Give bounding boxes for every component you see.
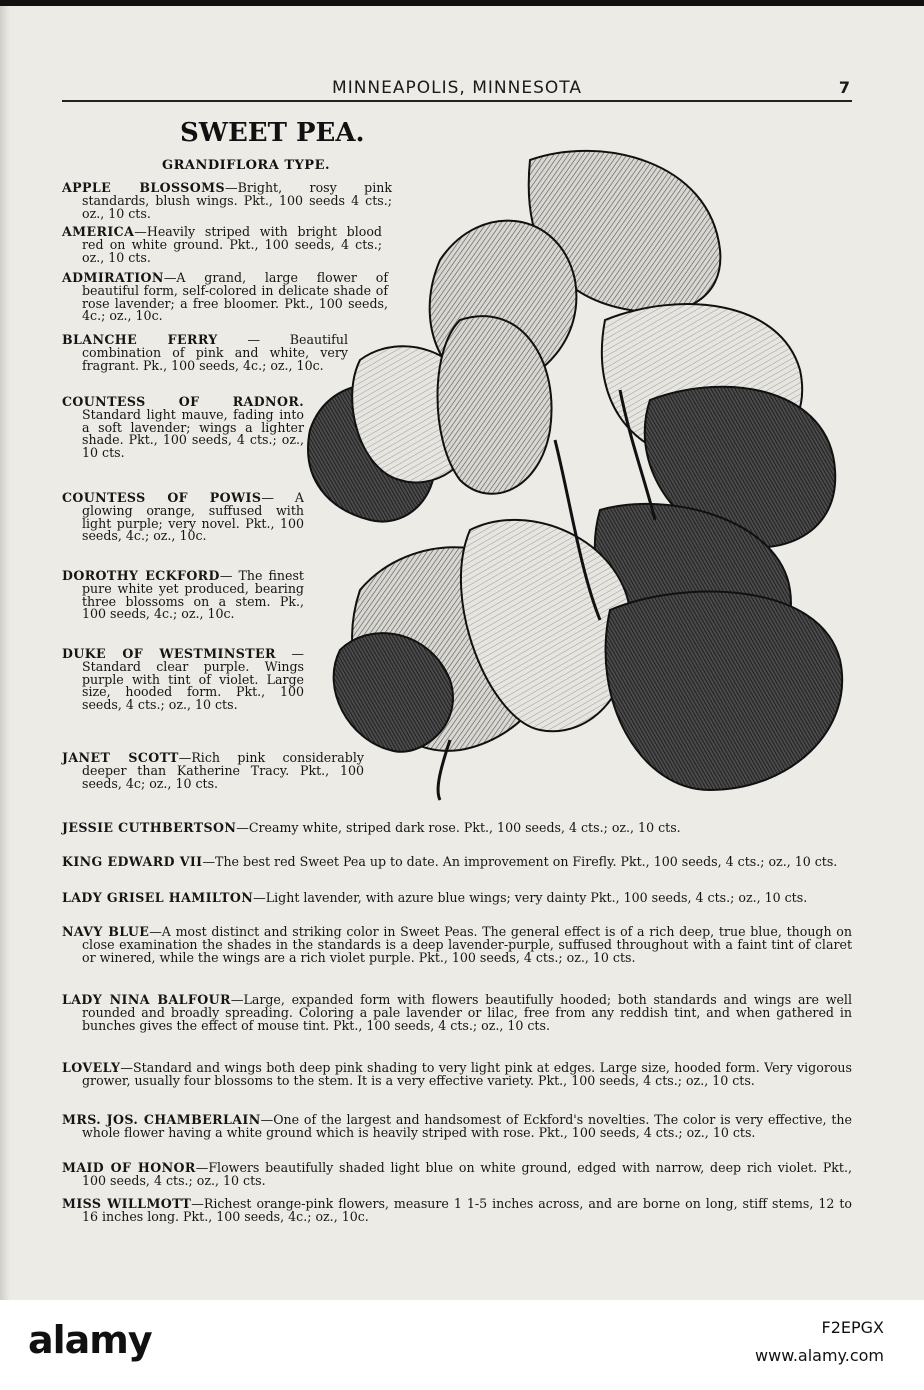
entry-maid-of-honor <box>62 1162 852 1188</box>
entry-name: DUKE OF WESTMINSTER <box>62 646 276 661</box>
entry-name: LADY NINA BALFOUR <box>62 992 231 1007</box>
sweet-pea-illustration <box>300 140 855 805</box>
entry-duke-of-westminster <box>62 648 304 712</box>
entry-desc: —A most distinct and striking color in Sweet Peas. The general effect is of a rich deep, true blue, though on close examination the shades in the standards is a deep lavender-purple, suffused throughout with a faint tint of claret or winered, while the wings are a rich violet purple. Pkt., 100 seeds, 4 cts.; oz., 10 cts. <box>82 924 852 965</box>
entry-king-edward-vii <box>62 856 852 869</box>
entry-desc: —Flowers beautifully shaded light blue on white ground, edged with narrow, deep rich violet. Pkt., 100 seeds, 4 cts.; oz., 10 cts. <box>82 1160 852 1188</box>
section-subtitle: GRANDIFLORA TYPE. <box>162 158 331 173</box>
entry-desc: —Rich pink considerably deeper than Katherine Tracy. Pkt., 100 seeds, 4c; oz., 10 cts. <box>82 750 364 791</box>
entry-name: AMERICA <box>62 224 135 239</box>
entry-desc: — Standard clear purple. Wings purple with tint of violet. Large size, hooded form. Pkt., 100 seeds, 4 cts.; oz., 10 cts. <box>82 646 304 713</box>
entry-name: JESSIE CUTHBERTSON <box>62 820 237 835</box>
entry-name: ADMIRATION <box>62 270 164 285</box>
running-head-title: MINNEAPOLIS, MINNESOTA <box>332 78 582 98</box>
entry-jessie-cuthbertson <box>62 822 852 835</box>
entry-desc: —A grand, large flower of beautiful form, self-colored in delicate shade of rose lavender; a free bloomer. Pkt., 100 seeds, 4c.; oz., 10c. <box>82 270 388 324</box>
page-number: 7 <box>838 78 850 97</box>
entry-lovely <box>62 1062 852 1088</box>
entry-name: MAID OF HONOR <box>62 1160 196 1175</box>
entry-desc: —One of the largest and handsomest of Eckford's novelties. The color is very effective, the whole flower having a white ground which is heavily striped with rose. Pkt., 100 seeds, 4 cts.; oz., 10 cts. <box>82 1112 852 1140</box>
entry-desc: Standard light mauve, fading into a soft lavender; wings a lighter shade. Pkt., 100 seeds, 4 cts.; oz., 10 cts. <box>82 406 304 461</box>
section-title: SWEET PEA. <box>180 118 365 148</box>
entry-desc: —Large, expanded form with flowers beautifully hooded; both standards and wings are well rounded and broadly spreading. Coloring a pale lavender or lilac, free from any reddish tint, and when gathered in bunches gives the effect of mouse tint. Pkt., 100 seeds, 4 cts.; oz., 10 cts. <box>82 992 852 1033</box>
entry-miss-willmott <box>62 1198 852 1224</box>
running-header <box>62 78 852 102</box>
entry-desc: — Beautiful combination of pink and white, very fragrant. Pk., 100 seeds, 4c.; oz., 10c. <box>82 332 348 373</box>
entry-desc: — The finest pure white yet produced, bearing three blossoms on a stem. Pk., 100 seeds, 4c.; oz., 10c. <box>82 568 304 622</box>
entry-desc: —The best red Sweet Pea up to date. An improvement on Firefly. Pkt., 100 seeds, 4 cts.; oz., 10 cts. <box>202 854 838 869</box>
entry-navy-blue <box>62 926 852 964</box>
entry-name: LOVELY <box>62 1060 121 1075</box>
entry-name: DOROTHY ECKFORD <box>62 568 220 583</box>
watermark-url: www.alamy.com <box>755 1346 884 1365</box>
entry-countess-of-radnor <box>62 396 304 460</box>
entry-name: COUNTESS OF POWIS <box>62 490 262 505</box>
entry-name: COUNTESS OF RADNOR. <box>62 394 304 409</box>
entry-dorothy-eckford <box>62 570 304 621</box>
entry-mrs-jos-chamberlain <box>62 1114 852 1140</box>
entry-desc: —Bright, rosy pink standards, blush wings. Pkt., 100 seeds 4 cts.; oz., 10 cts. <box>82 180 392 221</box>
entry-lady-nina-balfour <box>62 994 852 1032</box>
entry-name: APPLE BLOSSOMS <box>62 180 225 195</box>
entry-lady-grisel-hamilton <box>62 892 852 905</box>
watermark-logo: alamy <box>28 1318 152 1362</box>
entry-desc: —Heavily striped with bright blood red on white ground. Pkt., 100 seeds, 4 cts.; oz., 10 cts. <box>82 224 382 265</box>
entry-name: JANET SCOTT <box>62 750 179 765</box>
entry-desc: — A glowing orange, suffused with light purple; very novel. Pkt., 100 seeds, 4c.; oz., 10c. <box>82 490 304 544</box>
entry-name: LADY GRISEL HAMILTON <box>62 890 254 905</box>
watermark-image-id: F2EPGX <box>821 1318 884 1337</box>
entry-name: KING EDWARD VII <box>62 854 203 869</box>
entry-name: MRS. JOS. CHAMBERLAIN <box>62 1112 261 1127</box>
entry-name: MISS WILLMOTT <box>62 1196 192 1211</box>
entry-name: NAVY BLUE <box>62 924 150 939</box>
page-edge-shadow <box>0 6 10 1300</box>
entry-desc: —Light lavender, with azure blue wings; very dainty Pkt., 100 seeds, 4 cts.; oz., 10 cts. <box>253 890 808 905</box>
entry-name: BLANCHE FERRY <box>62 332 218 347</box>
entry-desc: —Creamy white, striped dark rose. Pkt., 100 seeds, 4 cts.; oz., 10 cts. <box>236 820 681 835</box>
entry-countess-of-powis <box>62 492 304 543</box>
entry-desc: —Standard and wings both deep pink shading to very light pink at edges. Large size, hooded form. Very vigorous grower, usually four blossoms to the stem. It is a very effective variety. Pkt., 100 seeds, 4 cts.; oz., 10 cts. <box>82 1060 852 1088</box>
entry-desc: —Richest orange-pink flowers, measure 1 1-5 inches across, and are borne on long, stiff stems, 12 to 16 inches long. Pkt., 100 seeds, 4c.; oz., 10c. <box>82 1196 853 1224</box>
